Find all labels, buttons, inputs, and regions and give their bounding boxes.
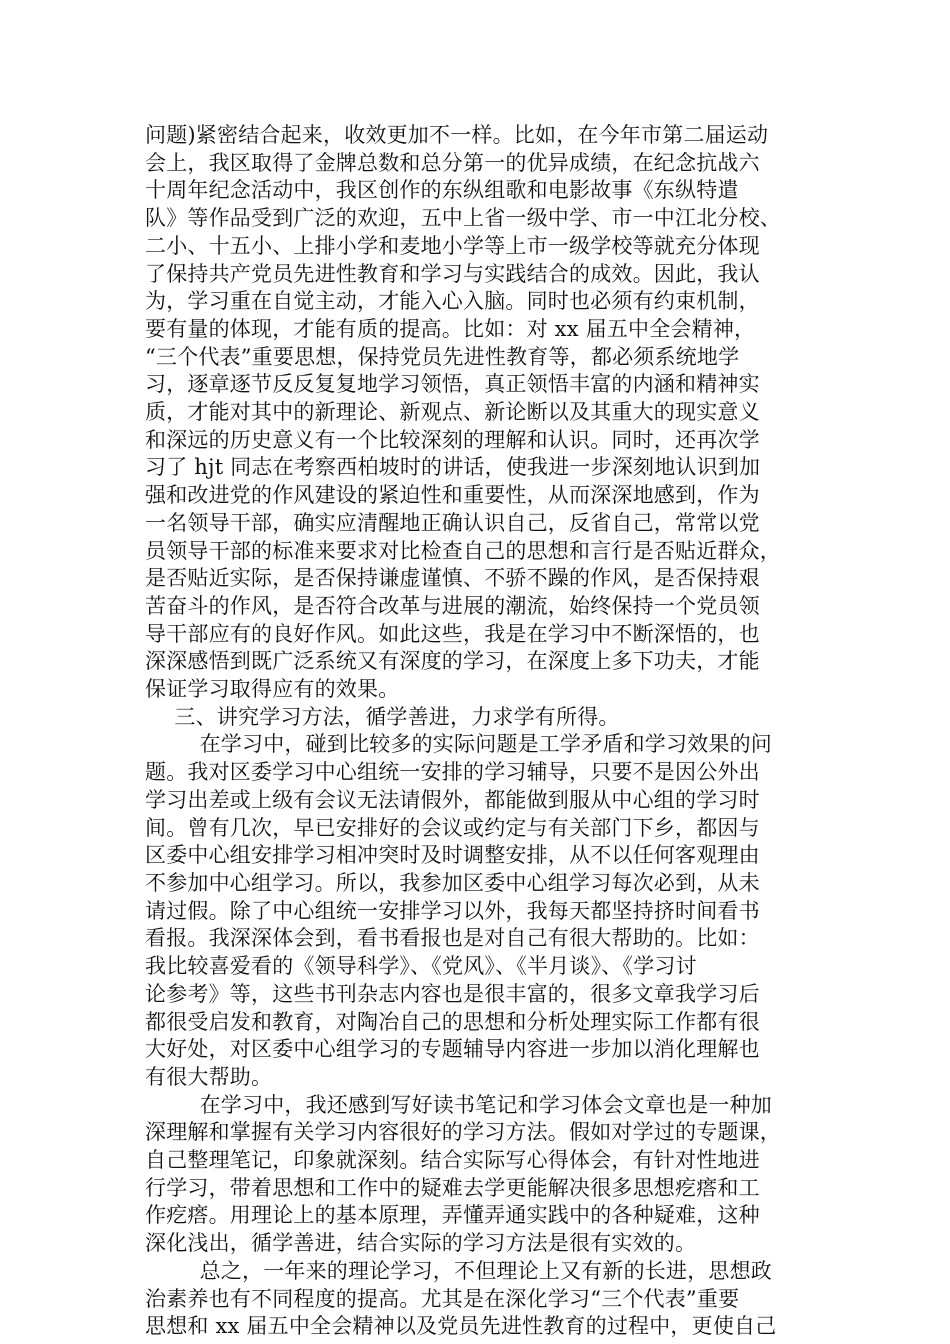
text-line: 习，逐章逐节反反复复地学习领悟，真正领悟丰富的内涵和精神实 [145,372,760,397]
text-line: 会上，我区取得了金牌总数和总分第一的优异成绩，在纪念抗战六 [145,150,760,175]
paragraph-p2 [145,704,815,732]
text-line: 苦奋斗的作风，是否符合改革与进展的潮流，始终保持一个党员领 [145,593,760,618]
text-line: 质，才能对其中的新理论、新观点、新论断以及其重大的现实意义 [145,400,760,425]
text-line: 总之，一年来的理论学习，不但理论上又有新的长进，思想政 [199,1258,772,1283]
text-line: 在学习中，碰到比较多的实际问题是工学矛盾和学习效果的问 [199,732,772,757]
text-line: 队》等作品受到广泛的欢迎，五中上省一级中学、市一中江北分校、 [145,206,781,231]
paragraph-p5 [145,1258,815,1341]
text-line: 习了 hjt 同志在考察西柏坡时的讲话，使我进一步深刻地认识到加 [145,455,761,480]
text-line: 作疙瘩。用理论上的基本原理，弄懂弄通实践中的各种疑难，这种 [145,1203,760,1228]
text-line: 行学习，带着思想和工作中的疑难去学更能解决很多思想疙瘩和工 [145,1175,760,1200]
text-line: 要有量的体现，才能有质的提高。比如：对 xx 届五中全会精神， [145,316,756,341]
text-line: “三个代表”重要思想，保持党员先进性教育等，都必须系统地学 [145,344,740,369]
text-line: 间。曾有几次，早已安排好的会议或约定与有关部门下乡，都因与 [145,815,760,840]
text-line: 了保持共产党员先进性教育和学习与实践结合的成效。因此，我认 [145,261,760,286]
text-line: 思想和 xx 届五中全会精神以及党员先进性教育的过程中，更使自己 [145,1314,777,1339]
text-line: 一名领导干部，确实应清醒地正确认识自己，反省自己，常常以党 [145,510,760,535]
text-line: 不参加中心组学习。所以，我参加区委中心组学习每次必到，从未 [145,870,760,895]
text-line: 有很大帮助。 [145,1064,273,1089]
text-line: 论参考》等，这些书刊杂志内容也是很丰富的，很多文章我学习后 [145,981,760,1006]
text-line: 为，学习重在自觉主动，才能入心入脑。同时也必须有约束机制， [145,289,760,314]
paragraph-p1 [145,122,815,704]
paragraph-p3 [145,731,815,1091]
text-line: 我比较喜爱看的《领导科学》、《党风》、《半月谈》、《学习讨 [145,954,697,979]
text-line: 区委中心组安排学习相冲突时及时调整安排，从不以任何客观理由 [145,843,760,868]
text-line: 是否贴近实际，是否保持谦虚谨慎、不骄不躁的作风，是否保持艰 [145,566,760,591]
text-line: 题。我对区委学习中心组统一安排的学习辅导，只要不是因公外出 [145,760,760,785]
text-line: 治素养也有不同程度的提高。尤其是在深化学习“三个代表”重要 [145,1286,740,1311]
text-line: 三、讲究学习方法，循学善进，力求学有所得。 [174,704,620,729]
text-line: 大好处，对区委中心组学习的专题辅导内容进一步加以消化理解也 [145,1037,760,1062]
document-body [145,122,815,1341]
text-line: 十周年纪念活动中，我区创作的东纵组歌和电影故事《东纵特遣 [145,178,739,203]
text-line: 在学习中，我还感到写好读书笔记和学习体会文章也是一种加 [199,1092,772,1117]
text-line: 都很受启发和教育，对陶冶自己的思想和分析处理实际工作都有很 [145,1009,760,1034]
text-line: 看报。我深深体会到，看书看报也是对自己有很大帮助的。比如： [145,926,760,951]
text-line: 请过假。除了中心组统一安排学习以外，我每天都坚持挤时间看书 [145,898,760,923]
text-line: 深理解和掌握有关学习内容很好的学习方法。假如对学过的专题课， [145,1120,781,1145]
paragraph-p4 [145,1092,815,1258]
text-line: 深化浅出，循学善进，结合实际的学习方法是很有实效的。 [145,1231,697,1256]
text-line: 学习出差或上级有会议无法请假外，都能做到服从中心组的学习时 [145,787,760,812]
text-line: 深深感悟到既广泛系统又有深度的学习，在深度上多下功夫，才能 [145,649,760,674]
text-line: 员领导干部的标准来要求对比检查自己的思想和言行是否贴近群众， [145,538,781,563]
text-line: 自己整理笔记，印象就深刻。结合实际写心得体会，有针对性地进 [145,1148,760,1173]
text-line: 导干部应有的良好作风。如此这些，我是在学习中不断深悟的，也 [145,621,760,646]
text-line: 保证学习取得应有的效果。 [145,677,400,702]
text-line: 强和改进党的作风建设的紧迫性和重要性，从而深深地感到，作为 [145,483,760,508]
text-line: 和深远的历史意义有一个比较深刻的理解和认识。同时，还再次学 [145,427,760,452]
text-line: 二小、十五小、上排小学和麦地小学等上市一级学校等就充分体现 [145,233,760,258]
text-line: 问题)紧密结合起来，收效更加不一样。比如，在今年市第二届运动 [145,123,769,147]
